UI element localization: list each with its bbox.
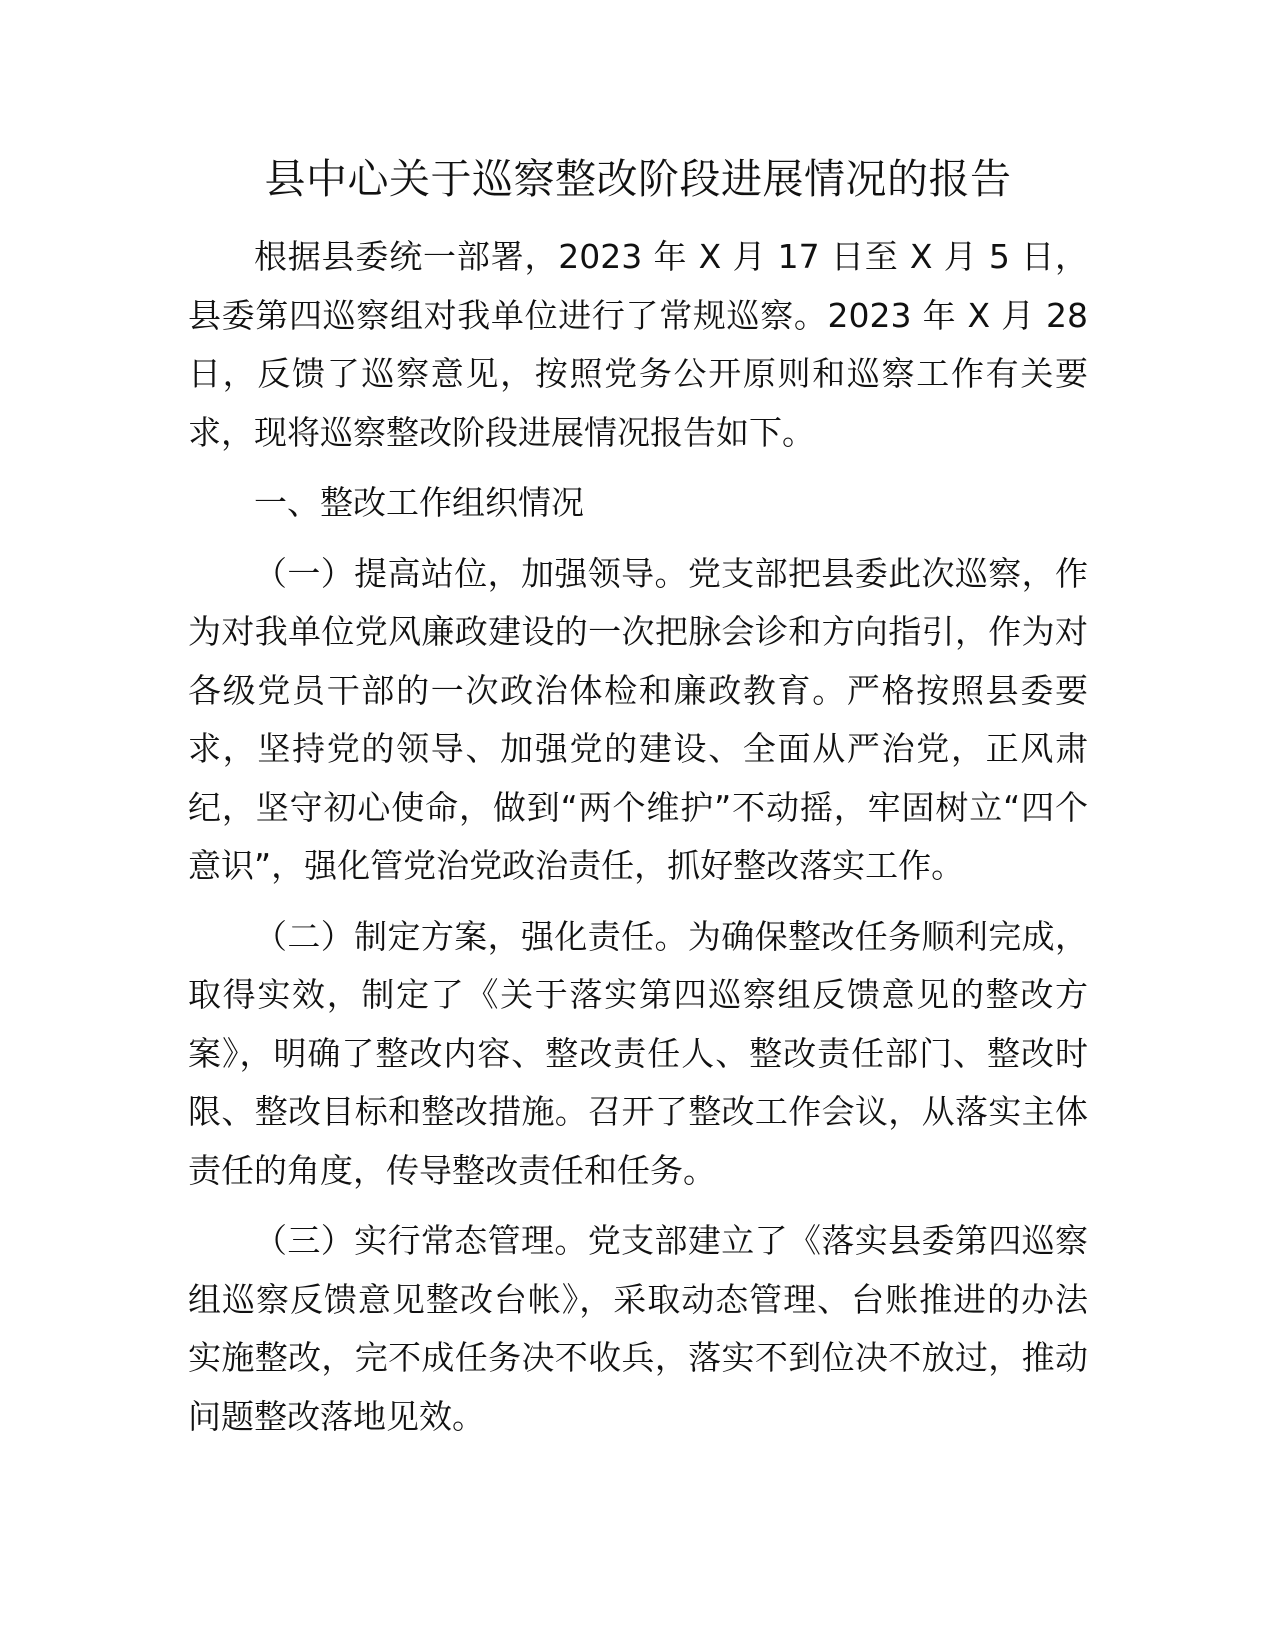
paragraph-3: （三）实行常态管理。党支部建立了《落实县委第四巡察组巡察反馈意见整改台帐》，采取动态管理、台账推进的办法实施整改，完不成任务决不收兵，落实不到位决不放过，推动问题整改落地见效。 — [188, 1221, 1088, 1436]
paragraph-1: （一）提高站位，加强领导。党支部把县委此次巡察，作为对我单位党风廉政建设的一次把脉会诊和方向指引，作为对各级党员干部的一次政治体检和廉政教育。严格按照县委要求，坚持党的领导、加强党的建设、全面从严治党，正风肃纪，坚守初心使命，做到“两个维护”不动摇，牢固树立“四个意识”，强化管党治党政治责任，抓好整改落实工作。 — [188, 553, 1088, 885]
document-body — [188, 228, 1088, 1458]
paragraph-2: （二）制定方案，强化责任。为确保整改任务顺利完成，取得实效，制定了《关于落实第四巡察组反馈意见的整改方案》，明确了整改内容、整改责任人、整改责任部门、整改时限、整改目标和整改措施。召开了整改工作会议，从落实主体责任的角度，传导整改责任和任务。 — [188, 916, 1088, 1190]
section-heading: 一、整改工作组织情况 — [254, 483, 584, 522]
document-title: 县中心关于巡察整改阶段进展情况的报告 — [264, 155, 1012, 203]
intro-paragraph: 根据县委统一部署，2023 年 X 月 17 日至 X 月 5 日，县委第四巡察组对我单位进行了常规巡察。2023 年 X 月 28 日，反馈了巡察意见，按照党务公开原则和巡察工作有关要求，现将巡察整改阶段进展情况报告如下。 — [188, 237, 1088, 452]
